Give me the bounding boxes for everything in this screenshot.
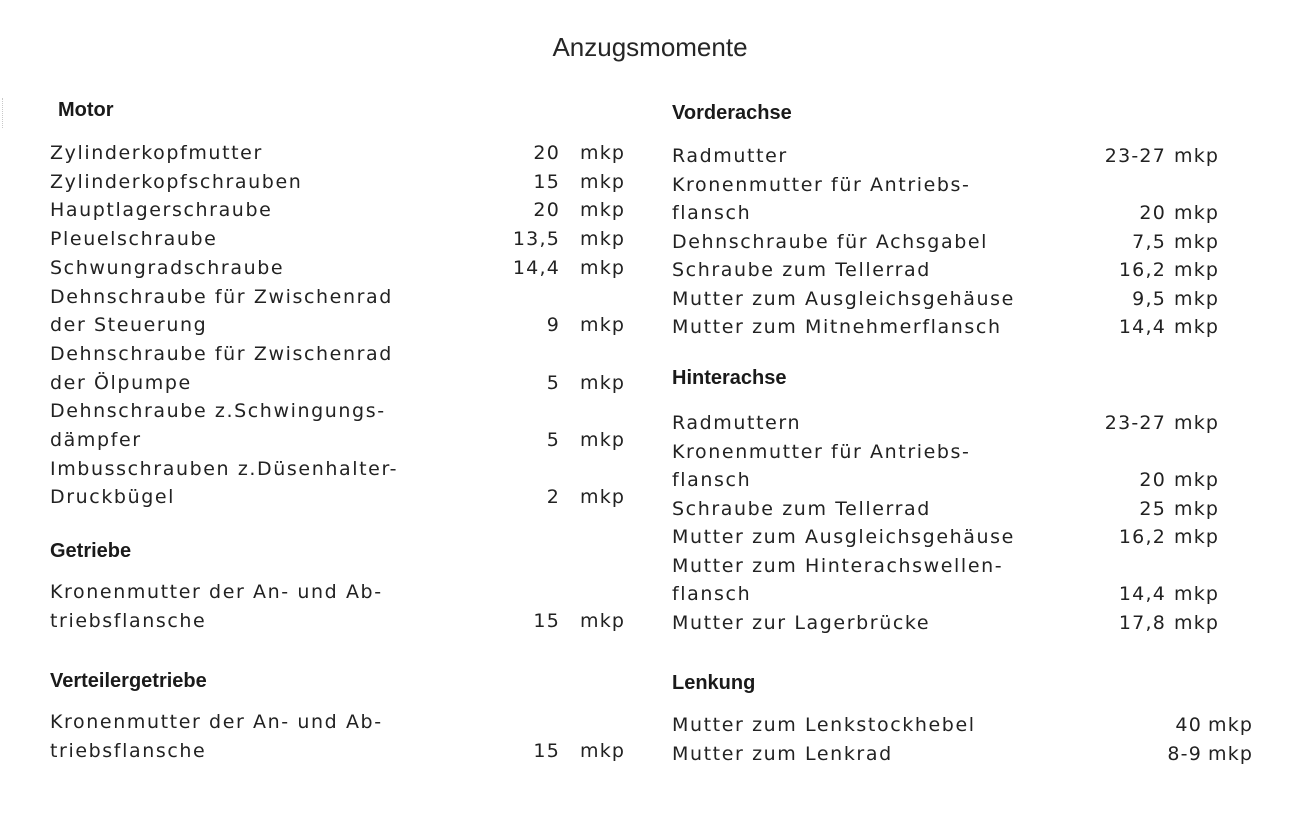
torque-label: flansch bbox=[672, 583, 752, 605]
torque-row bbox=[672, 145, 1262, 173]
section-heading-motor: Motor bbox=[58, 99, 114, 121]
torque-label: Kronenmutter der An- und Ab- bbox=[50, 581, 383, 603]
torque-value: 16,2 bbox=[1118, 526, 1166, 548]
torque-unit: mkp bbox=[580, 199, 626, 222]
torque-row bbox=[50, 257, 640, 285]
torque-unit: mkp bbox=[1174, 526, 1220, 548]
torque-label: der Steuerung bbox=[50, 314, 208, 337]
torque-label: Mutter zum Lenkrad bbox=[672, 742, 893, 765]
torque-label: der Ölpumpe bbox=[50, 371, 192, 394]
torque-unit: mkp bbox=[580, 739, 626, 762]
torque-value: 20 bbox=[533, 199, 560, 222]
torque-value: 5 bbox=[546, 371, 560, 394]
torque-label: Mutter zum Ausgleichsgehäuse bbox=[672, 287, 1015, 310]
torque-unit: mkp bbox=[1174, 412, 1220, 434]
torque-label: Dehnschraube für Zwischenrad bbox=[50, 285, 393, 308]
torque-value: 8-9 bbox=[1167, 742, 1202, 765]
torque-unit: mkp bbox=[1174, 583, 1220, 605]
torque-label: Dehnschraube für Zwischenrad bbox=[50, 342, 393, 365]
torque-row bbox=[50, 314, 640, 342]
torque-value: 15 bbox=[533, 739, 560, 762]
torque-value: 20 bbox=[1139, 469, 1166, 491]
torque-row bbox=[50, 372, 640, 400]
torque-label: flansch bbox=[672, 202, 752, 224]
torque-label: Mutter zur Lagerbrücke bbox=[672, 611, 931, 634]
torque-value: 9,5 bbox=[1132, 287, 1166, 310]
scan-mark bbox=[2, 98, 9, 128]
torque-unit: mkp bbox=[580, 429, 626, 451]
torque-label: Imbusschrauben z.Düsenhalter- bbox=[50, 457, 399, 480]
torque-row bbox=[672, 612, 1262, 640]
torque-unit: mkp bbox=[1174, 287, 1220, 310]
torque-value: 14,4 bbox=[512, 256, 560, 279]
torque-unit: mkp bbox=[1174, 202, 1220, 224]
torque-row bbox=[672, 498, 1262, 526]
torque-row bbox=[672, 259, 1262, 287]
torque-label: Mutter zum Lenkstockhebel bbox=[672, 714, 976, 736]
torque-unit: mkp bbox=[1208, 742, 1254, 765]
torque-row bbox=[50, 142, 640, 170]
section-heading-vorderachse: Vorderachse bbox=[672, 102, 792, 124]
torque-label: Dehnschraube für Achsgabel bbox=[672, 230, 989, 253]
torque-row bbox=[672, 469, 1262, 497]
torque-label: Schraube zum Tellerrad bbox=[672, 259, 931, 281]
torque-label: Zylinderkopfschrauben bbox=[50, 170, 303, 193]
torque-row bbox=[672, 441, 1262, 469]
torque-value: 20 bbox=[1139, 202, 1166, 224]
torque-label: Mutter zum Mitnehmerflansch bbox=[672, 316, 1002, 338]
torque-row bbox=[50, 400, 640, 428]
torque-label: Dehnschraube z.Schwingungs- bbox=[50, 400, 386, 423]
torque-label: Schraube zum Tellerrad bbox=[672, 497, 931, 520]
section-heading-lenkung: Lenkung bbox=[672, 672, 756, 694]
torque-unit: mkp bbox=[1174, 259, 1220, 281]
torque-label: Kronenmutter der An- und Ab- bbox=[50, 711, 383, 733]
torque-row bbox=[50, 610, 640, 638]
torque-row bbox=[672, 714, 1262, 742]
torque-row bbox=[672, 288, 1262, 316]
torque-label: Mutter zum Ausgleichsgehäuse bbox=[672, 526, 1015, 548]
torque-row bbox=[50, 199, 640, 227]
torque-value: 5 bbox=[546, 429, 560, 451]
torque-label: flansch bbox=[672, 469, 752, 491]
torque-row bbox=[672, 231, 1262, 259]
torque-value: 9 bbox=[546, 314, 560, 337]
torque-value: 14,4 bbox=[1118, 316, 1166, 338]
torque-row bbox=[50, 711, 640, 739]
torque-row bbox=[672, 743, 1262, 771]
torque-value: 14,4 bbox=[1118, 583, 1166, 605]
torque-label: triebsflansche bbox=[50, 739, 207, 762]
torque-unit: mkp bbox=[580, 228, 626, 251]
torque-unit: mkp bbox=[580, 256, 626, 279]
torque-row bbox=[50, 740, 640, 768]
torque-label: Kronenmutter für Antriebs- bbox=[672, 440, 971, 463]
torque-unit: mkp bbox=[580, 371, 626, 394]
torque-unit: mkp bbox=[580, 314, 626, 337]
torque-label: Radmutter bbox=[672, 145, 788, 167]
torque-unit: mkp bbox=[580, 609, 626, 632]
torque-unit: mkp bbox=[580, 486, 626, 509]
torque-row bbox=[50, 486, 640, 514]
torque-label: Schwungradschraube bbox=[50, 256, 285, 279]
torque-value: 13,5 bbox=[512, 228, 560, 251]
torque-value: 2 bbox=[546, 486, 560, 509]
torque-value: 15 bbox=[533, 170, 560, 193]
torque-unit: mkp bbox=[1174, 497, 1220, 520]
torque-row bbox=[50, 228, 640, 256]
torque-value: 16,2 bbox=[1118, 259, 1166, 281]
torque-label: Pleuelschraube bbox=[50, 228, 218, 251]
torque-label: Kronenmutter für Antriebs- bbox=[672, 173, 971, 196]
torque-row bbox=[50, 171, 640, 199]
torque-value: 7,5 bbox=[1132, 230, 1166, 253]
torque-row bbox=[672, 526, 1262, 554]
torque-row bbox=[672, 174, 1262, 202]
torque-row bbox=[50, 458, 640, 486]
torque-value: 23-27 bbox=[1104, 412, 1166, 434]
torque-value: 40 bbox=[1175, 714, 1202, 736]
torque-label: Radmuttern bbox=[672, 412, 802, 434]
torque-label: Mutter zum Hinterachswellen- bbox=[672, 554, 1004, 577]
torque-row bbox=[50, 429, 640, 457]
torque-value: 17,8 bbox=[1118, 611, 1166, 634]
torque-row bbox=[672, 583, 1262, 611]
torque-value: 23-27 bbox=[1104, 145, 1166, 167]
torque-label: dämpfer bbox=[50, 429, 142, 451]
section-heading-hinterachse: Hinterachse bbox=[672, 367, 787, 389]
section-heading-verteilergetriebe: Verteilergetriebe bbox=[50, 670, 207, 692]
torque-unit: mkp bbox=[1174, 469, 1220, 491]
page-title: Anzugsmomente bbox=[552, 32, 748, 62]
torque-value: 25 bbox=[1139, 497, 1166, 520]
torque-unit: mkp bbox=[1174, 611, 1220, 634]
torque-unit: mkp bbox=[580, 170, 626, 193]
torque-row bbox=[50, 343, 640, 371]
torque-row bbox=[50, 581, 640, 609]
torque-label: Zylinderkopfmutter bbox=[50, 142, 263, 164]
torque-value: 20 bbox=[533, 142, 560, 164]
torque-label: triebsflansche bbox=[50, 609, 207, 632]
torque-row bbox=[672, 316, 1262, 344]
torque-label: Hauptlagerschraube bbox=[50, 199, 273, 222]
torque-unit: mkp bbox=[1208, 714, 1254, 736]
torque-row bbox=[672, 555, 1262, 583]
torque-unit: mkp bbox=[1174, 230, 1220, 253]
torque-row bbox=[50, 286, 640, 314]
torque-unit: mkp bbox=[1174, 316, 1220, 338]
torque-unit: mkp bbox=[580, 142, 626, 164]
torque-row bbox=[672, 412, 1262, 440]
section-heading-getriebe: Getriebe bbox=[50, 540, 132, 562]
torque-label: Druckbügel bbox=[50, 486, 176, 509]
torque-unit: mkp bbox=[1174, 145, 1220, 167]
torque-row bbox=[672, 202, 1262, 230]
torque-value: 15 bbox=[533, 609, 560, 632]
